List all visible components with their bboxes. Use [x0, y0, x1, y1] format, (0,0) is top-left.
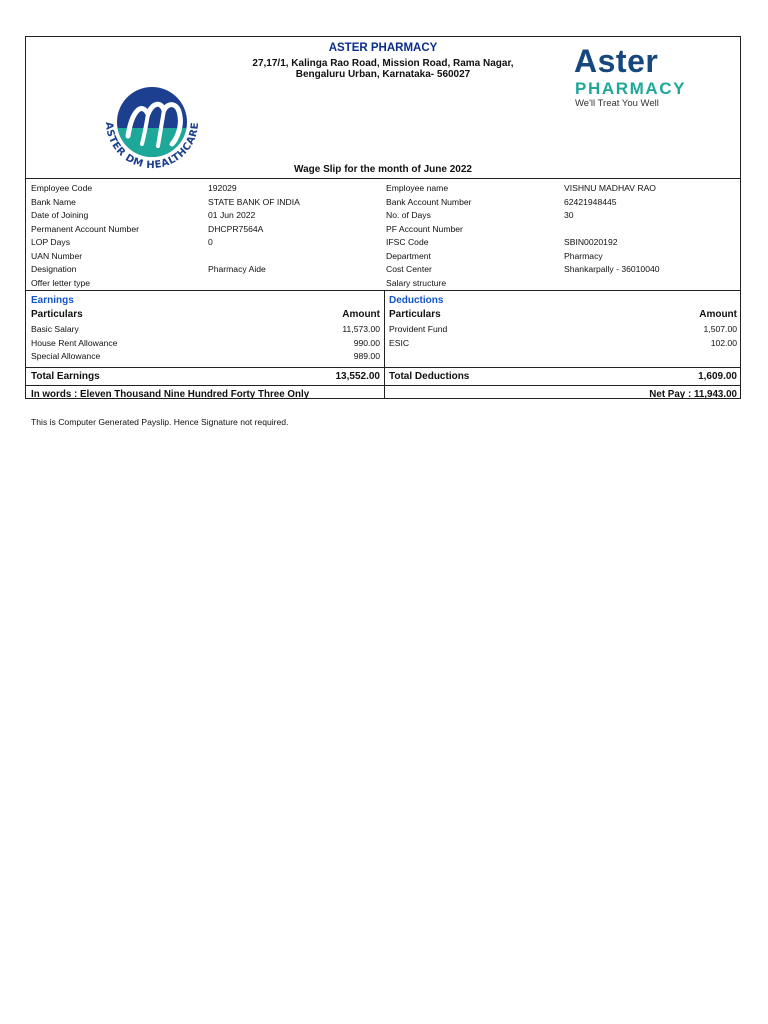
company-name: ASTER PHARMACY — [328, 42, 438, 54]
value-employee-code: 192029 — [208, 183, 237, 193]
brand-sub: PHARMACY — [575, 79, 687, 98]
label-bank-account-number: Bank Account Number — [386, 196, 472, 207]
earnings-col-amount: Amount — [342, 309, 380, 320]
value-lop-days: 0 — [208, 237, 213, 247]
value-designation: Pharmacy Aide — [208, 264, 266, 274]
company-address — [226, 59, 540, 80]
total-deductions-label: Total Deductions — [389, 371, 470, 382]
svg-text:ASTER DM HEALTHCARE: ASTER DM HEALTHCARE — [102, 121, 202, 172]
deduction-amount: 102.00 — [710, 337, 737, 348]
slip-title: Wage Slip for the month of June 2022 — [294, 164, 472, 175]
deductions-col-amount: Amount — [699, 309, 737, 320]
divider — [26, 290, 740, 291]
value-no-of-days: 30 — [564, 210, 574, 220]
label-cost-center: Cost Center — [386, 264, 432, 274]
value-ifsc-code: SBIN0020192 — [564, 237, 618, 247]
total-earnings-amount: 13,552.00 — [335, 371, 380, 382]
address-line-1: 27,17/1, Kalinga Rao Road, Mission Road, Rama Nagar, — [252, 58, 514, 69]
address-line-2: Bengaluru Urban, Karnataka- 560027 — [295, 68, 471, 80]
value-cost-center: Shankarpally - 36010040 — [564, 264, 660, 274]
label-pan: Permanent Account Number — [31, 223, 139, 234]
value-bank-name: STATE BANK OF INDIA — [208, 196, 300, 207]
label-salary-structure: Salary structure — [386, 277, 447, 288]
label-offer-letter-type: Offer letter type — [31, 277, 91, 288]
earning-amount: 989.00 — [353, 351, 380, 361]
amount-in-words: In words : Eleven Thousand Nine Hundred Forty Three Only — [31, 389, 310, 400]
label-department: Department — [386, 250, 431, 261]
total-deductions-amount: 1,609.00 — [698, 371, 737, 382]
label-ifsc-code: IFSC Code — [386, 237, 429, 247]
label-uan-number: UAN Number — [31, 250, 83, 261]
divider — [26, 178, 740, 179]
label-pf-account-number: PF Account Number — [386, 223, 463, 234]
value-pan: DHCPR7564A — [208, 223, 264, 234]
earnings-title: Earnings — [31, 295, 74, 306]
total-earnings-label: Total Earnings — [31, 371, 100, 382]
earning-name: Special Allowance — [31, 351, 101, 361]
deduction-amount: 1,507.00 — [703, 324, 737, 334]
slip-header — [26, 37, 740, 179]
earning-amount: 11,573.00 — [342, 324, 380, 334]
divider — [26, 385, 740, 386]
value-date-of-joining: 01 Jun 2022 — [208, 210, 256, 220]
label-designation: Designation — [31, 264, 77, 274]
column-divider — [384, 290, 385, 399]
value-department: Pharmacy — [564, 250, 603, 261]
label-employee-name: Employee name — [386, 183, 449, 193]
earning-amount: 990.00 — [353, 337, 380, 348]
label-employee-code: Employee Code — [31, 183, 93, 193]
aster-pharmacy-logo — [574, 43, 724, 113]
brand-tagline: We'll Treat You Well — [575, 98, 659, 109]
earning-name: House Rent Allowance — [31, 337, 118, 348]
divider — [26, 367, 740, 368]
earnings-col-particulars: Particulars — [31, 309, 83, 320]
label-lop-days: LOP Days — [31, 237, 71, 247]
deductions-col-particulars: Particulars — [389, 309, 441, 320]
deductions-title: Deductions — [389, 295, 444, 306]
wage-slip — [25, 36, 741, 399]
value-employee-name: VISHNU MADHAV RAO — [564, 183, 656, 193]
deduction-name: ESIC — [389, 337, 410, 348]
net-pay: Net Pay : 11,943.00 — [649, 389, 737, 400]
brand-word: Aster — [574, 43, 659, 79]
value-bank-account-number: 62421948445 — [564, 196, 617, 207]
label-date-of-joining: Date of Joining — [31, 210, 89, 220]
label-no-of-days: No. of Days — [386, 210, 431, 220]
label-bank-name: Bank Name — [31, 196, 76, 207]
deduction-name: Provident Fund — [389, 324, 448, 334]
footnote: This is Computer Generated Payslip. Hence Signature not required. — [31, 417, 289, 427]
earning-name: Basic Salary — [31, 324, 79, 334]
